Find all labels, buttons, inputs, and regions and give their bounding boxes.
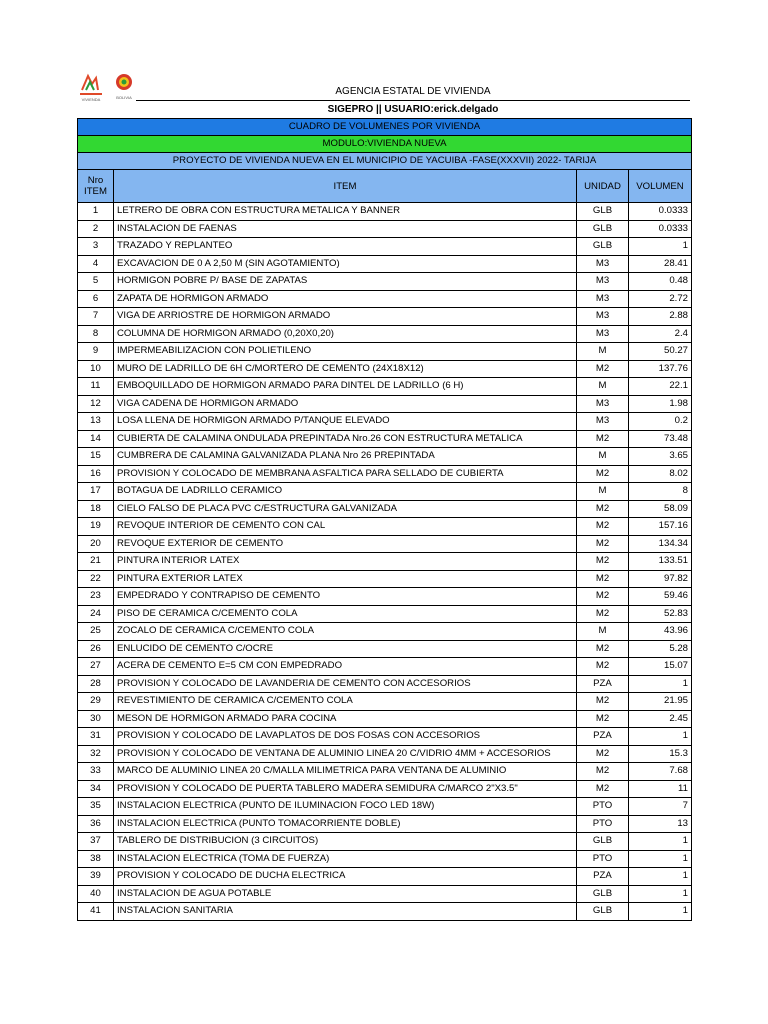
row-volume: 21.95 xyxy=(629,693,692,711)
row-number: 23 xyxy=(78,588,114,606)
row-number: 11 xyxy=(78,378,114,396)
row-number: 32 xyxy=(78,745,114,763)
row-volume: 43.96 xyxy=(629,623,692,641)
table-row xyxy=(78,675,692,693)
row-item: PISO DE CERAMICA C/CEMENTO COLA xyxy=(114,605,577,623)
row-item: ACERA DE CEMENTO E=5 CM CON EMPEDRADO xyxy=(114,658,577,676)
row-number: 26 xyxy=(78,640,114,658)
row-volume: 50.27 xyxy=(629,343,692,361)
row-volume: 28.41 xyxy=(629,255,692,273)
row-number: 7 xyxy=(78,308,114,326)
row-volume: 1 xyxy=(629,868,692,886)
row-unit: M3 xyxy=(577,308,629,326)
row-unit: M2 xyxy=(577,518,629,536)
row-unit: PTO xyxy=(577,815,629,833)
row-number: 15 xyxy=(78,448,114,466)
row-item: CIELO FALSO DE PLACA PVC C/ESTRUCTURA GALVANIZADA xyxy=(114,500,577,518)
row-number: 13 xyxy=(78,413,114,431)
table-row xyxy=(78,448,692,466)
row-unit: M2 xyxy=(577,570,629,588)
table-row xyxy=(78,658,692,676)
row-item: ZAPATA DE HORMIGON ARMADO xyxy=(114,290,577,308)
table-row xyxy=(78,570,692,588)
row-item: TRAZADO Y REPLANTEO xyxy=(114,238,577,256)
row-number: 29 xyxy=(78,693,114,711)
row-volume: 137.76 xyxy=(629,360,692,378)
row-item: HORMIGON POBRE P/ BASE DE ZAPATAS xyxy=(114,273,577,291)
row-number: 41 xyxy=(78,903,114,921)
row-unit: GLB xyxy=(577,903,629,921)
row-unit: M xyxy=(577,483,629,501)
row-item: MURO DE LADRILLO DE 6H C/MORTERO DE CEMENTO (24X18X12) xyxy=(114,360,577,378)
row-unit: M2 xyxy=(577,710,629,728)
row-number: 22 xyxy=(78,570,114,588)
row-number: 5 xyxy=(78,273,114,291)
row-item: PROVISION Y COLOCADO DE VENTANA DE ALUMINIO LINEA 20 C/VIDRIO 4MM + ACCESORIOS xyxy=(114,745,577,763)
row-unit: M3 xyxy=(577,273,629,291)
row-item: INSTALACION SANITARIA xyxy=(114,903,577,921)
table-row xyxy=(78,553,692,571)
table-row xyxy=(78,203,692,221)
table-row xyxy=(78,378,692,396)
row-unit: M3 xyxy=(577,325,629,343)
row-item: ZOCALO DE CERAMICA C/CEMENTO COLA xyxy=(114,623,577,641)
row-unit: GLB xyxy=(577,238,629,256)
row-unit: GLB xyxy=(577,885,629,903)
project-title: PROYECTO DE VIVIENDA NUEVA EN EL MUNICIPIO DE YACUIBA -FASE(XXXVII) 2022- TARIJA xyxy=(78,153,692,170)
row-number: 20 xyxy=(78,535,114,553)
row-unit: M2 xyxy=(577,745,629,763)
row-item: EXCAVACION DE 0 A 2,50 M (SIN AGOTAMIENTO) xyxy=(114,255,577,273)
table-row xyxy=(78,360,692,378)
row-volume: 0.0333 xyxy=(629,220,692,238)
row-number: 35 xyxy=(78,798,114,816)
table-row xyxy=(78,605,692,623)
table-row xyxy=(78,833,692,851)
column-header-row xyxy=(78,170,692,203)
row-item: BOTAGUA DE LADRILLO CERAMICO xyxy=(114,483,577,501)
row-unit: M2 xyxy=(577,535,629,553)
row-number: 38 xyxy=(78,850,114,868)
row-number: 2 xyxy=(78,220,114,238)
table-row xyxy=(78,640,692,658)
row-unit: M2 xyxy=(577,430,629,448)
table-row xyxy=(78,885,692,903)
table-row xyxy=(78,693,692,711)
volumes-table xyxy=(77,118,692,921)
row-unit: PZA xyxy=(577,675,629,693)
row-volume: 8 xyxy=(629,483,692,501)
module-title: MODULO:VIVIENDA NUEVA xyxy=(78,136,692,153)
table-row xyxy=(78,238,692,256)
row-unit: M2 xyxy=(577,360,629,378)
table-row xyxy=(78,588,692,606)
row-item: CUBIERTA DE CALAMINA ONDULADA PREPINTADA Nro.26 CON ESTRUCTURA METALICA xyxy=(114,430,577,448)
table-row xyxy=(78,465,692,483)
agency-name: AGENCIA ESTATAL DE VIVIENDA xyxy=(335,86,491,97)
row-item: REVESTIMIENTO DE CERAMICA C/CEMENTO COLA xyxy=(114,693,577,711)
row-item: VIGA DE ARRIOSTRE DE HORMIGON ARMADO xyxy=(114,308,577,326)
table-row xyxy=(78,308,692,326)
row-volume: 13 xyxy=(629,815,692,833)
row-unit: M2 xyxy=(577,693,629,711)
row-number: 19 xyxy=(78,518,114,536)
row-item: EMBOQUILLADO DE HORMIGON ARMADO PARA DINTEL DE LADRILLO (6 H) xyxy=(114,378,577,396)
row-volume: 97.82 xyxy=(629,570,692,588)
row-unit: M3 xyxy=(577,290,629,308)
user-line: SIGEPRO || USUARIO:erick.delgado xyxy=(327,104,499,115)
row-number: 36 xyxy=(78,815,114,833)
project-band xyxy=(78,153,692,170)
title-band xyxy=(78,119,692,136)
table-row xyxy=(78,325,692,343)
row-item: INSTALACION ELECTRICA (TOMA DE FUERZA) xyxy=(114,850,577,868)
row-item: MARCO DE ALUMINIO LINEA 20 C/MALLA MILIMETRICA PARA VENTANA DE ALUMINIO xyxy=(114,763,577,781)
column-header-volume: VOLUMEN xyxy=(629,170,692,203)
row-volume: 7 xyxy=(629,798,692,816)
row-volume: 58.09 xyxy=(629,500,692,518)
row-unit: PTO xyxy=(577,850,629,868)
row-number: 25 xyxy=(78,623,114,641)
column-header-nro-line1: Nro xyxy=(87,175,104,186)
row-volume: 59.46 xyxy=(629,588,692,606)
row-item: TABLERO DE DISTRIBUCION (3 CIRCUITOS) xyxy=(114,833,577,851)
row-number: 40 xyxy=(78,885,114,903)
row-volume: 8.02 xyxy=(629,465,692,483)
row-number: 31 xyxy=(78,728,114,746)
row-volume: 52.83 xyxy=(629,605,692,623)
row-unit: M2 xyxy=(577,588,629,606)
row-number: 37 xyxy=(78,833,114,851)
row-item: EMPEDRADO Y CONTRAPISO DE CEMENTO xyxy=(114,588,577,606)
row-number: 33 xyxy=(78,763,114,781)
row-item: PROVISION Y COLOCADO DE MEMBRANA ASFALTICA PARA SELLADO DE CUBIERTA xyxy=(114,465,577,483)
row-number: 27 xyxy=(78,658,114,676)
header-divider xyxy=(136,100,690,101)
row-item: INSTALACION DE FAENAS xyxy=(114,220,577,238)
row-item: INSTALACION ELECTRICA (PUNTO DE ILUMINACION FOCO LED 18W) xyxy=(114,798,577,816)
row-unit: M3 xyxy=(577,255,629,273)
row-item: VIGA CADENA DE HORMIGON ARMADO xyxy=(114,395,577,413)
row-item: INSTALACION ELECTRICA (PUNTO TOMACORRIENTE DOBLE) xyxy=(114,815,577,833)
row-unit: M2 xyxy=(577,640,629,658)
row-unit: M xyxy=(577,343,629,361)
row-item: MESON DE HORMIGON ARMADO PARA COCINA xyxy=(114,710,577,728)
column-header-nro-line2: ITEM xyxy=(84,186,107,197)
agency-logo-icon xyxy=(76,70,138,104)
row-item: CUMBRERA DE CALAMINA GALVANIZADA PLANA Nro 26 PREPINTADA xyxy=(114,448,577,466)
row-volume: 2.72 xyxy=(629,290,692,308)
table-row xyxy=(78,623,692,641)
row-item: REVOQUE INTERIOR DE CEMENTO CON CAL xyxy=(114,518,577,536)
table-row xyxy=(78,273,692,291)
column-header-nro xyxy=(78,170,114,203)
row-number: 17 xyxy=(78,483,114,501)
module-band xyxy=(78,136,692,153)
row-volume: 0.2 xyxy=(629,413,692,431)
table-row xyxy=(78,903,692,921)
row-volume: 1 xyxy=(629,903,692,921)
table-row xyxy=(78,500,692,518)
table-row xyxy=(78,763,692,781)
row-volume: 1 xyxy=(629,885,692,903)
row-unit: M2 xyxy=(577,763,629,781)
row-number: 21 xyxy=(78,553,114,571)
column-header-item: ITEM xyxy=(114,170,577,203)
row-volume: 22.1 xyxy=(629,378,692,396)
row-unit: GLB xyxy=(577,203,629,221)
row-number: 34 xyxy=(78,780,114,798)
row-unit: M2 xyxy=(577,658,629,676)
table-row xyxy=(78,780,692,798)
table-row xyxy=(78,798,692,816)
row-volume: 134.34 xyxy=(629,535,692,553)
row-unit: M xyxy=(577,378,629,396)
row-volume: 133.51 xyxy=(629,553,692,571)
row-number: 4 xyxy=(78,255,114,273)
row-item: REVOQUE EXTERIOR DE CEMENTO xyxy=(114,535,577,553)
row-item: COLUMNA DE HORMIGON ARMADO (0,20X0,20) xyxy=(114,325,577,343)
table-row xyxy=(78,343,692,361)
row-unit: M2 xyxy=(577,553,629,571)
row-number: 39 xyxy=(78,868,114,886)
row-item: PROVISION Y COLOCADO DE DUCHA ELECTRICA xyxy=(114,868,577,886)
row-number: 18 xyxy=(78,500,114,518)
table-row xyxy=(78,395,692,413)
row-volume: 5.28 xyxy=(629,640,692,658)
table-row xyxy=(78,850,692,868)
row-volume: 1.98 xyxy=(629,395,692,413)
row-unit: M xyxy=(577,448,629,466)
row-number: 24 xyxy=(78,605,114,623)
table-row xyxy=(78,255,692,273)
row-volume: 1 xyxy=(629,728,692,746)
row-unit: PTO xyxy=(577,798,629,816)
row-unit: M3 xyxy=(577,395,629,413)
table-row xyxy=(78,220,692,238)
row-volume: 2.45 xyxy=(629,710,692,728)
row-number: 10 xyxy=(78,360,114,378)
row-volume: 1 xyxy=(629,833,692,851)
row-item: INSTALACION DE AGUA POTABLE xyxy=(114,885,577,903)
row-number: 12 xyxy=(78,395,114,413)
row-number: 6 xyxy=(78,290,114,308)
row-number: 16 xyxy=(78,465,114,483)
row-volume: 15.3 xyxy=(629,745,692,763)
table-row xyxy=(78,518,692,536)
table-row xyxy=(78,535,692,553)
row-item: ENLUCIDO DE CEMENTO C/OCRE xyxy=(114,640,577,658)
row-unit: M xyxy=(577,623,629,641)
table-row xyxy=(78,868,692,886)
row-unit: M2 xyxy=(577,780,629,798)
row-number: 30 xyxy=(78,710,114,728)
row-unit: PZA xyxy=(577,868,629,886)
row-volume: 2.88 xyxy=(629,308,692,326)
table-row xyxy=(78,413,692,431)
row-unit: M2 xyxy=(577,500,629,518)
table-row xyxy=(78,483,692,501)
row-unit: M2 xyxy=(577,465,629,483)
row-item: PINTURA EXTERIOR LATEX xyxy=(114,570,577,588)
row-number: 9 xyxy=(78,343,114,361)
row-volume: 2.4 xyxy=(629,325,692,343)
row-volume: 15.07 xyxy=(629,658,692,676)
row-volume: 157.16 xyxy=(629,518,692,536)
row-number: 14 xyxy=(78,430,114,448)
table-row xyxy=(78,430,692,448)
row-volume: 7.68 xyxy=(629,763,692,781)
table-row xyxy=(78,710,692,728)
bolivia-logo-text: BOLIVIA xyxy=(116,95,132,100)
header-logos xyxy=(76,70,138,104)
row-unit: M3 xyxy=(577,413,629,431)
row-unit: M2 xyxy=(577,605,629,623)
table-row xyxy=(78,728,692,746)
row-volume: 1 xyxy=(629,238,692,256)
row-item: LOSA LLENA DE HORMIGON ARMADO P/TANQUE ELEVADO xyxy=(114,413,577,431)
row-unit: GLB xyxy=(577,220,629,238)
row-number: 8 xyxy=(78,325,114,343)
row-volume: 1 xyxy=(629,850,692,868)
table-row xyxy=(78,745,692,763)
column-header-unit: UNIDAD xyxy=(577,170,629,203)
row-number: 3 xyxy=(78,238,114,256)
row-item: PINTURA INTERIOR LATEX xyxy=(114,553,577,571)
row-item: PROVISION Y COLOCADO DE PUERTA TABLERO MADERA SEMIDURA C/MARCO 2"X3.5" xyxy=(114,780,577,798)
table-row xyxy=(78,290,692,308)
agency-logo-text: VIVIENDA xyxy=(81,97,101,102)
row-item: PROVISION Y COLOCADO DE LAVAPLATOS DE DOS FOSAS CON ACCESORIOS xyxy=(114,728,577,746)
row-number: 1 xyxy=(78,203,114,221)
row-volume: 3.65 xyxy=(629,448,692,466)
row-volume: 73.48 xyxy=(629,430,692,448)
row-volume: 1 xyxy=(629,675,692,693)
row-unit: GLB xyxy=(577,833,629,851)
row-item: PROVISION Y COLOCADO DE LAVANDERIA DE CEMENTO CON ACCESORIOS xyxy=(114,675,577,693)
row-item: IMPERMEABILIZACION CON POLIETILENO xyxy=(114,343,577,361)
row-volume: 11 xyxy=(629,780,692,798)
row-number: 28 xyxy=(78,675,114,693)
row-volume: 0.0333 xyxy=(629,203,692,221)
row-item: LETRERO DE OBRA CON ESTRUCTURA METALICA Y BANNER xyxy=(114,203,577,221)
row-volume: 0.48 xyxy=(629,273,692,291)
table-title: CUADRO DE VOLUMENES POR VIVIENDA xyxy=(78,119,692,136)
row-unit: PZA xyxy=(577,728,629,746)
table-row xyxy=(78,815,692,833)
